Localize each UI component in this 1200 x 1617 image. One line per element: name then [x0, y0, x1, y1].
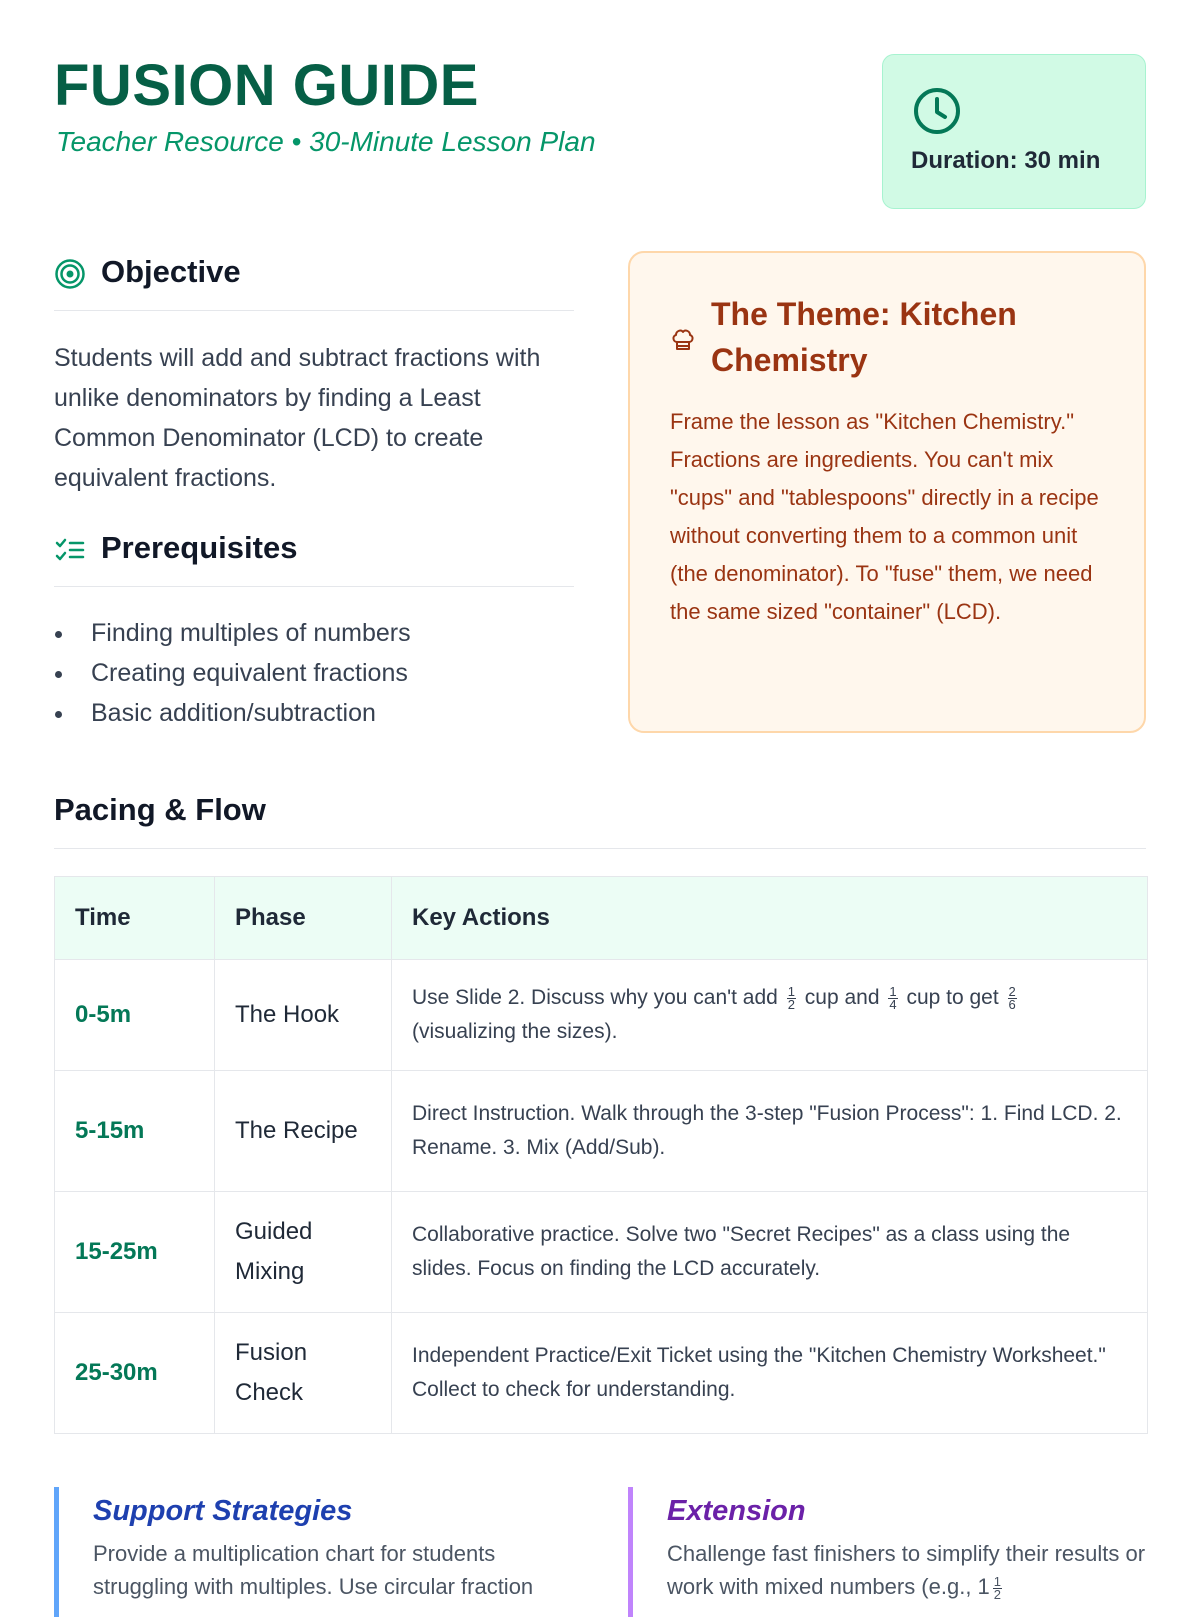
extension-text: Challenge fast finishers to simplify their results or work with mixed numbers (e.g., 1 [667, 1541, 1146, 1599]
objective-title: Objective [101, 254, 241, 289]
denominator: 4 [889, 996, 897, 1012]
list-item: Basic addition/subtraction [54, 693, 574, 733]
fraction [888, 983, 897, 1012]
target-icon [54, 258, 86, 290]
actions-text: cup to get [906, 986, 999, 1009]
theme-body: Frame the lesson as "Kitchen Chemistry." Fractions are ingredients. You can't mix "cups" and "tablespoons" directly in a recipe without converting them to a common unit (the denominator). To "fuse" them, we need the same sized "container" (LCD). [670, 409, 1099, 624]
actions-text: cup and [804, 986, 880, 1009]
column-header-phase: Phase [215, 877, 392, 960]
prerequisites-list [54, 613, 574, 733]
pacing-title: Pacing & Flow [54, 792, 266, 827]
fraction [1008, 983, 1017, 1012]
time-cell: 25-30m [55, 1313, 215, 1434]
numerator: 1 [787, 983, 795, 999]
list-item: Finding multiples of numbers [54, 613, 574, 653]
support-strategies-title: Support Strategies [93, 1495, 353, 1527]
prerequisites-title: Prerequisites [101, 530, 298, 565]
fraction [787, 983, 796, 1012]
denominator: 2 [993, 1586, 1002, 1602]
extension-callout [628, 1487, 1148, 1617]
table-row [55, 1071, 1148, 1192]
pacing-heading [54, 788, 1146, 849]
support-strategies-body: Provide a multiplication chart for students struggling with multiples. Use circular fraction [93, 1541, 534, 1599]
phase-cell: Fusion Check [215, 1313, 392, 1434]
objective-text: Students will add and subtract fractions with unlike denominators by finding a Least Common Denominator (LCD) to create equivalent fractions. [54, 344, 541, 492]
time-cell: 0-5m [55, 960, 215, 1071]
table-row [55, 960, 1148, 1071]
extension-body [667, 1537, 1148, 1603]
table-header-row [55, 877, 1148, 960]
table-row [55, 1192, 1148, 1313]
support-strategies-callout [54, 1487, 574, 1617]
numerator: 1 [889, 983, 897, 999]
numerator: 2 [1008, 983, 1016, 999]
actions-text: (visualizing the sizes). [412, 1020, 618, 1043]
actions-text: Use Slide 2. Discuss why you can't add [412, 986, 778, 1009]
actions-cell: Independent Practice/Exit Ticket using the "Kitchen Chemistry Worksheet." Collect to check for understanding. [392, 1313, 1148, 1434]
denominator: 2 [787, 996, 795, 1012]
clock-icon [911, 85, 963, 137]
chef-hat-icon [670, 327, 696, 353]
table-row [55, 1313, 1148, 1434]
list-item: Creating equivalent fractions [54, 653, 574, 693]
theme-card [628, 251, 1146, 733]
actions-cell: Collaborative practice. Solve two "Secret Recipes" as a class using the slides. Focus on finding the LCD accurately. [392, 1192, 1148, 1313]
phase-cell: The Recipe [215, 1071, 392, 1192]
objective-heading [54, 254, 574, 311]
actions-cell: Direct Instruction. Walk through the 3-step "Fusion Process": 1. Find LCD. 2. Rename. 3. Mix (Add/Sub). [392, 1071, 1148, 1192]
theme-title: The Theme: Kitchen Chemistry [711, 296, 1017, 378]
page-title: FUSION GUIDE [54, 53, 479, 118]
phase-cell: The Hook [215, 960, 392, 1071]
checklist-icon [54, 534, 86, 566]
actions-cell [392, 960, 1148, 1071]
page-subtitle: Teacher Resource • 30-Minute Lesson Plan [56, 126, 596, 157]
column-header-actions: Key Actions [392, 877, 1148, 960]
pacing-table [54, 876, 1148, 1434]
phase-cell: Guided Mixing [215, 1192, 392, 1313]
denominator: 6 [1008, 996, 1016, 1012]
column-header-time: Time [55, 877, 215, 960]
duration-label: Duration: 30 min [911, 147, 1101, 174]
numerator: 1 [993, 1573, 1002, 1589]
fraction [993, 1573, 1002, 1602]
time-cell: 5-15m [55, 1071, 215, 1192]
extension-title: Extension [667, 1495, 806, 1527]
duration-card [882, 54, 1146, 209]
prerequisites-heading [54, 530, 574, 587]
time-cell: 15-25m [55, 1192, 215, 1313]
